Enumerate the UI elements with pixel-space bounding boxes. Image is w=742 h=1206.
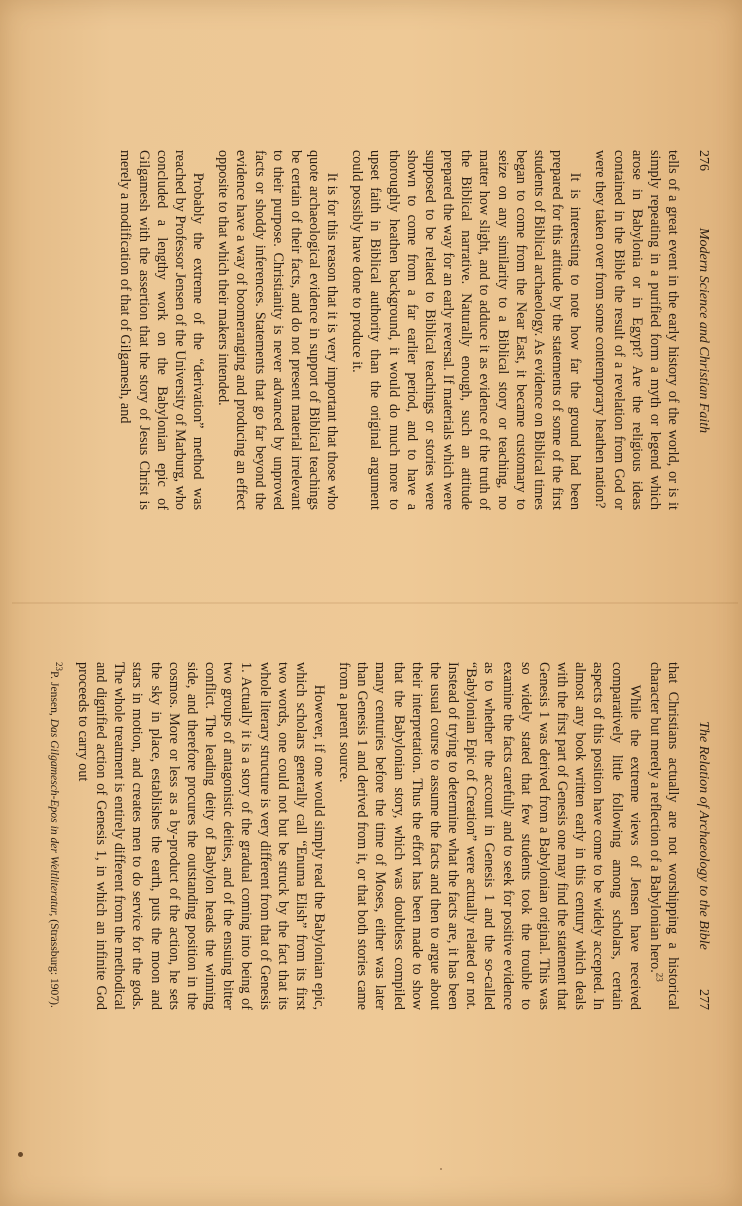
- footnote-author: P. Jensen,: [47, 671, 61, 716]
- paper-speck: [18, 1152, 23, 1157]
- running-head-title: The Relation of Archaeology to the Bible: [696, 721, 711, 950]
- running-head-right: [692, 662, 712, 1010]
- paragraph: Probably the extreme of the “derivation” method was reached by Professor Jensen of the University of Marburg, who concluded a lengthy work on the Babylonian epic of Gilgamesh with the assertion that the story of Jesus Christ is merely a modification of that of Gilgamesh, and: [117, 150, 207, 510]
- paragraph: It is interesting to note how far the ground had been prepared for this attitude by the statements of some of the first students of Biblical archaeology. As evidence on Biblical times began to come from the Near East, it became customary to seize on any similarity to a Biblical story or teaching, no matter how slight, and to adduce it as evidence of the truth of the Biblical narrative. Naturally enough, such an attitude prepared the way for an early reversal. If materials which were supposed to be related to Biblical teachings or stories were shown to come from a far earlier period, and to have a thoroughly heathen background, it would do much more to upset faith in Biblical authority than the original argument could possibly have done to produce it.: [349, 150, 584, 510]
- footnote-marker: 23: [53, 662, 64, 671]
- running-head-title: Modern Science and Christian Faith: [696, 227, 711, 434]
- page-number: 277: [696, 989, 711, 1010]
- page-276: [116, 150, 712, 510]
- footnote-rest: (Strassburg: 1907).: [47, 919, 61, 1008]
- paragraph: While the extreme views of Jensen have received comparatively little following among scholars, certain aspects of this position have come to be widely accepted. In almost any book written early in this century which deals with the first part of Genesis one may find the statement that Genesis 1 was derived from a Babylonian original. This was so widely stated that few students took the trouble to examine the facts carefully and to seek for positive evidence as to whether the account in Genesis 1 and the so-called “Babylonian Epic of Creation” were actually related or not. Instead of trying to determine what the facts are, it has been the usual course to assume the facts and then to argue about their interpretation. Thus the effort has been made to show that the Babylonian story, which was doubtless compiled many centuries before the time of Moses, either was later than Genesis 1 and derived from it, or that both stories came from a parent source.: [336, 662, 643, 1010]
- center-fold: [12, 602, 738, 604]
- page-277: [47, 662, 712, 1010]
- running-head-left: [692, 150, 712, 510]
- footnote-reference: 23: [654, 972, 665, 982]
- page-number: 276: [696, 150, 711, 171]
- paragraph: However, if one would simply read the Babylonian epic, which scholars generally call “Enuma Elish” from its first two words, one could not but be struck by the fact that its whole literary structure is very different from that of Genesis 1. Actually it is a story of the gradual coming into being of two groups of antagonistic deities, and of the ensuing bitter conflict. The leading deity of Babylon heads the winning side, and therefore procures the outstanding position in the cosmos. More or less as a by-product of the action, he sets the sky in place, establishes the earth, puts the moon and stars in motion, and creates men to do service for the gods. The whole treatment is entirely different from the methodical and dignified action of Genesis 1, in which an infinite God proceeds to carry out: [75, 662, 328, 1010]
- paragraph-text: that Christians actually are not worshipping a historical character but merely a reflection of a Babylonian hero.: [646, 662, 681, 1010]
- footnote-title: Das Gilgamesch-Epos in der Weltliteratur,: [47, 718, 61, 917]
- paragraph: tells of a great event in the early history of the world, or is it simply repeating in a purified form a myth or legend which arose in Babylonia or in Egypt? Are the religious ideas contained in the Bible the result of a revelation from God or were they taken over from some contemporary heathen nation?: [592, 150, 681, 510]
- footnote: [47, 662, 62, 1010]
- paragraph: [646, 662, 682, 1010]
- paragraph: It is for this reason that it is very important that those who quote archaeological evidence in support of Biblical teachings be certain of their facts, and do not present material irrelevant to their purpose. Christianity is never advanced by unproved facts or shoddy inferences. Statements that go far beyond the evidence have a way of boomeranging and producing an effect opposite to that which their makers intended.: [215, 150, 341, 510]
- paper-speck: [440, 1168, 442, 1170]
